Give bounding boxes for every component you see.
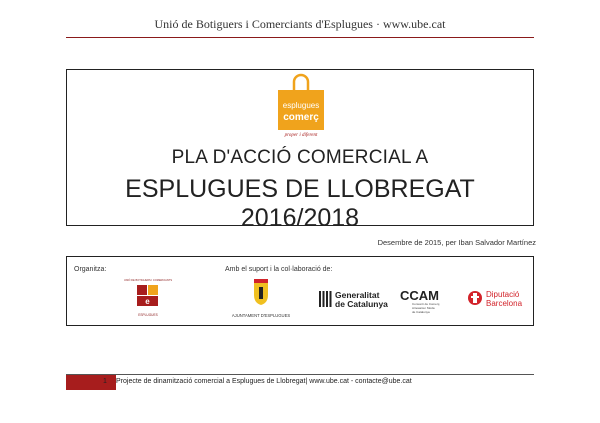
ube-logo — [123, 277, 173, 319]
organizer-label: Organitza: — [74, 266, 107, 273]
svg-text:e: e — [145, 297, 150, 306]
generalitat-logo — [319, 289, 388, 311]
esplugues-comerc-logo — [278, 76, 324, 138]
header-divider — [66, 37, 534, 38]
svg-text:Generalitat: Generalitat — [335, 290, 380, 300]
svg-text:Barcelona: Barcelona — [486, 299, 523, 308]
svg-text:proper i diferent: proper i diferent — [284, 133, 318, 138]
date-author-line: Desembre de 2015, per Iban Salvador Martínez — [377, 238, 536, 247]
svg-text:AJUNTAMENT D'ESPLUGUES: AJUNTAMENT D'ESPLUGUES — [231, 313, 291, 318]
svg-text:Artesania i Moda: Artesania i Moda — [412, 306, 435, 310]
title-box — [66, 69, 534, 232]
svg-text:CCAM: CCAM — [400, 288, 439, 303]
svg-text:de Catalunya: de Catalunya — [412, 310, 430, 314]
svg-text:UNIÓ DE BOTIGUERS I COMERCIANT: UNIÓ DE BOTIGUERS I COMERCIANTS — [123, 279, 173, 282]
supporters-label: Amb el suport i la col·laboració de: — [225, 266, 333, 273]
footer-text: Projecte de dinamització comercial a Esplugues de Llobregat| www.ube.cat - contacte@ube.cat — [116, 378, 412, 385]
svg-text:de Catalunya: de Catalunya — [335, 299, 388, 309]
diputacio-barcelona-logo — [467, 287, 531, 311]
svg-text:comerç: comerç — [283, 112, 319, 123]
svg-text:esplugues: esplugues — [282, 101, 320, 110]
support-box — [66, 256, 534, 326]
ajuntament-esplugues-logo — [227, 275, 295, 321]
footer-divider — [66, 374, 534, 375]
svg-text:Consorci de Comerç,: Consorci de Comerç, — [412, 302, 441, 306]
ccam-logo — [400, 287, 456, 315]
page-number: 1 — [103, 378, 107, 385]
title-line-2: ESPLUGUES DE LLOBREGAT 2016/2018 — [125, 175, 475, 232]
svg-text:ESPLUGUES: ESPLUGUES — [138, 313, 158, 317]
title-line-1: PLA D'ACCIÓ COMERCIAL A — [171, 147, 429, 168]
svg-text:Diputació: Diputació — [486, 290, 520, 299]
running-header: Unió de Botiguers i Comerciants d'Esplugues · www.ube.cat — [154, 17, 446, 31]
footer-accent-bar — [66, 375, 116, 390]
